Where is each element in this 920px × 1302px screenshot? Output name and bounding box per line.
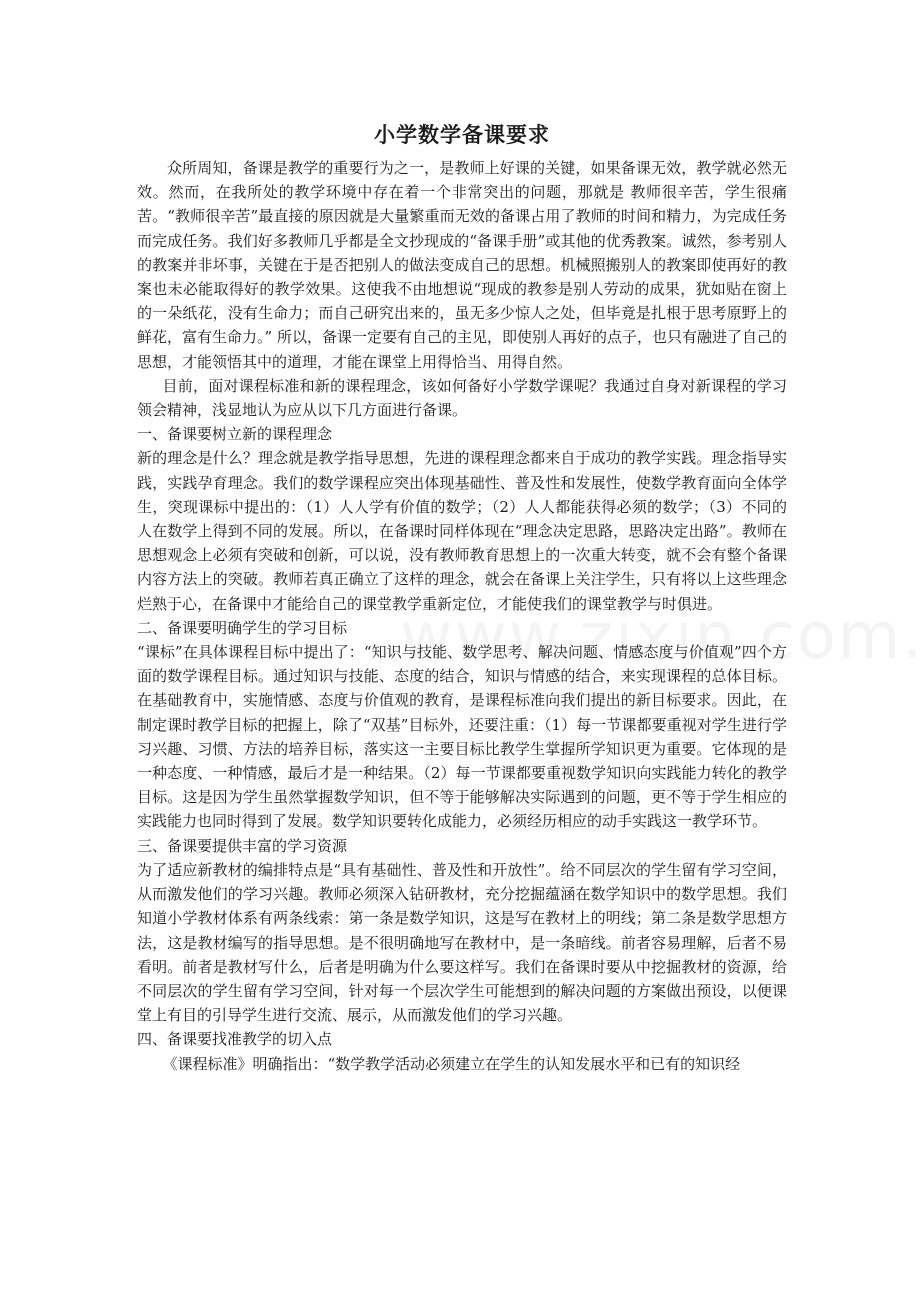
section-heading: 三、备课要提供丰富的学习资源	[137, 836, 348, 855]
section-body: 《课程标准》明确指出：“数学教学活动必须建立在学生的认知发展水平和已有的知识经	[162, 1054, 741, 1073]
document-page	[137, 118, 787, 1076]
section-body: “课标”在具体课程目标中提出了：“知识与技能、数学思考、解决问题、情感态度与价值观”四个方面的数学课程目标。通过知识与技能、态度的结合，知识与情感的结合，来实现课程的总体目标。在基础教育中，实施情感、态度与价值观的教育，是课程标准向我们提出的新目标要求。因此，在制定课时教学目标的把握上，除了“双基”目标外，还要注重：（1）每一节课都要重视对学生进行学习兴趣、习惯、方法的培养目标，落实这一主要目标比教学生掌握所学知识更为重要。它体现的是一种态度、一种情感，最后才是一种结果。（2）每一节课都要重视数学知识向实践能力转化的教学目标。这是因为学生虽然掌握数学知识，但不等于能够解决实际遇到的问题，更不等于学生相应的实践能力也同时得到了发展。数学知识要转化成能力，必须经历相应的动手实践这一教学环节。	[137, 643, 787, 831]
section-heading: 一、备课要树立新的课程理念	[137, 425, 333, 444]
section-heading: 二、备课要明确学生的学习目标	[137, 618, 348, 637]
section-body: 为了适应新教材的编排特点是“具有基础性、普及性和开放性”。给不同层次的学生留有学习空间，从而激发他们的学习兴趣。教师必须深入钻研教材，充分挖掘蕴涵在数学知识中的数学思想。我们知道小学教材体系有两条线索：第一条是数学知识，这是写在教材上的明线；第二条是数学思想方法，这是教材编写的指导思想。是不很明确地写在教材中，是一条暗线。前者容易理解，后者不易看明。前者是教材写什么，后者是明确为什么要这样写。我们在备课时要从中挖掘教材的资源，给不同层次的学生留有学习空间，针对每一个层次学生可能想到的解决问题的方案做出预设，以便课堂上有目的引导学生进行交流、展示，从而激发他们的学习兴趣。	[137, 860, 787, 1025]
intro-paragraph-1: 众所周知，备课是教学的重要行为之一，是教师上好课的关键，如果备课无效，教学就必然无效。然而，在我所处的教学环境中存在着一个非常突出的问题，那就是 教师很辛苦，学生很痛苦。“教师很辛苦”最直接的原因就是大量繁重而无效的备课占用了教师的时间和精力，为完成任务而完成任务。我们好多教师几乎都是全文抄现成的“备课手册”或其他的优秀教案。诚然，参考别人的教案并非坏事，关键在于是否把别人的做法变成自己的思想。机械照搬别人的教案即使再好的教案也未必能取得好的教学效果。这使我不由地想说“现成的教参是别人劳动的成果，犹如贴在窗上的一朵纸花，没有生命力；而自己研究出来的，虽无多少惊人之处，但毕竟是扎根于思考原野上的鲜花，富有生命力。” 所以，备课一定要有自己的主见，即使别人再好的点子，也只有融进了自己的思想，才能领悟其中的道理，才能在课堂上用得恰当、用得自然。	[137, 159, 787, 371]
intro-paragraph-2: 目前，面对课程标准和新的课程理念，该如何备好小学数学课呢？我通过自身对新课程的学习领会精神，浅显地认为应从以下几方面进行备课。	[137, 376, 787, 420]
section-3	[137, 834, 787, 1028]
section-1	[137, 422, 787, 616]
section-4	[137, 1027, 787, 1075]
section-2	[137, 616, 787, 834]
section-heading: 四、备课要找准教学的切入点	[137, 1030, 333, 1049]
section-body: 新的理念是什么？理念就是教学指导思想，先进的课程理念都来自于成功的教学实践。理念指导实践，实践孕育理念。我们的数学课程应突出体现基础性、普及性和发展性，使数学教育面向全体学生，突现课标中提出的：（1）人人学有价值的数学；（2）人人都能获得必须的数学；（3）不同的人在数学上得到不同的发展。所以，在备课时同样体现在“理念决定思路，思路决定出路”。教师在思想观念上必须有突破和创新，可以说，没有教师教育思想上的一次重大转变，就不会有整个备课内容方法上的突破。教师若真正确立了这样的理念，就会在备课上关注学生，只有将以上这些理念烂熟于心，在备课中才能给自己的课堂教学重新定位，才能使我们的课堂教学与时俱进。	[137, 449, 787, 613]
document-title: 小学数学备课要求	[374, 122, 550, 147]
